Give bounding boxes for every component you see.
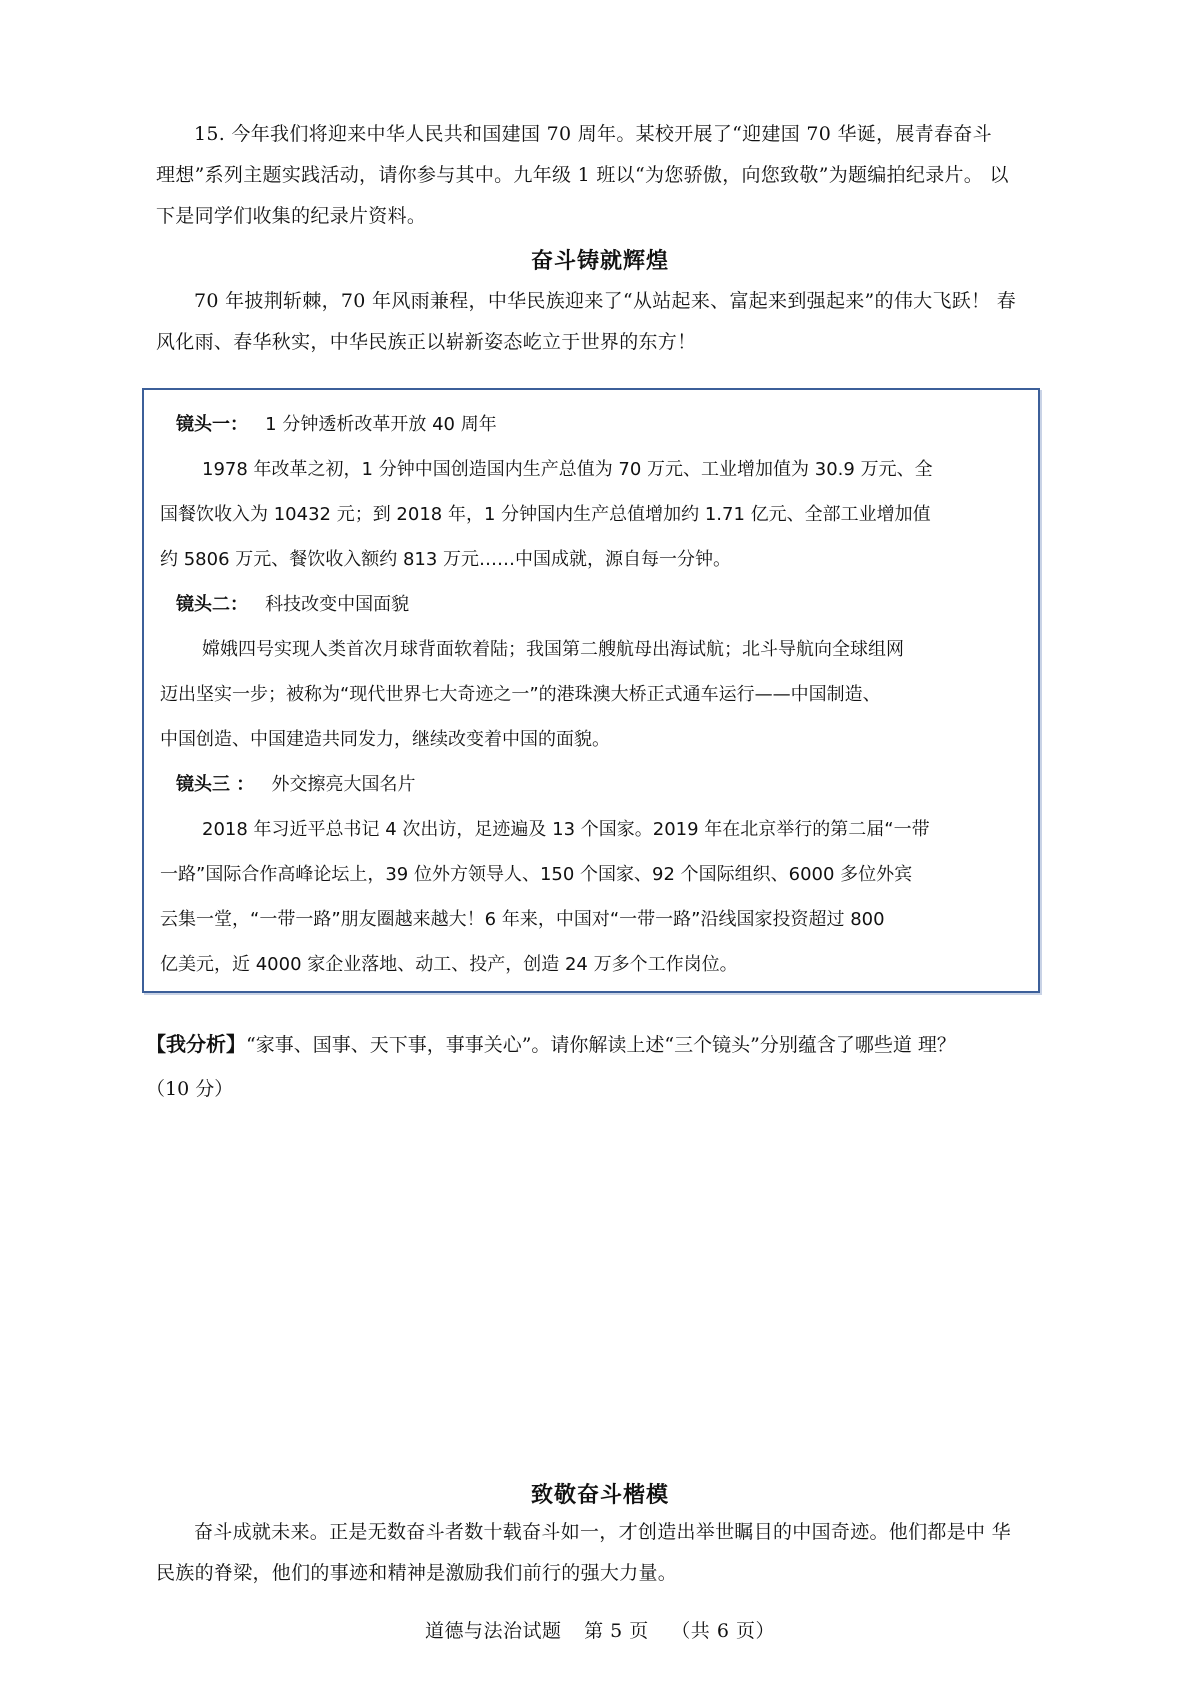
- shot-3-label: 镜头三 ：: [176, 774, 255, 795]
- section-1-line-1: 70 年披荆斩棘，70 年风雨兼程，中华民族迎来了“从站起来、富起来到强起来”的伟大飞跃！ 春: [194, 290, 1017, 312]
- page-footer: [0, 1616, 1200, 1643]
- section-2-line-2: 民族的脊梁，他们的事迹和精神是激励我们前行的强大力量。: [156, 1562, 678, 1584]
- shot-1-line-1: 1978 年改革之初，1 分钟中国创造国内生产总值为 70 万元、工业增加值为 30.9 万元、全: [202, 459, 933, 480]
- shot-1-line-2: 国餐饮收入为 10432 元；到 2018 年，1 分钟国内生产总值增加约 1.71 亿元、全部工业增加值: [160, 504, 931, 525]
- shot-2-title: 科技改变中国面貌: [265, 594, 410, 615]
- analysis-score: （10 分）: [146, 1078, 234, 1100]
- shot-3-title: 外交擦亮大国名片: [271, 774, 416, 795]
- shot-2-line-1: 嫦娥四号实现人类首次月球背面软着陆；我国第二艘航母出海试航；北斗导航向全球组网: [202, 639, 904, 660]
- shot-1-heading: [160, 402, 1030, 447]
- shot-2-line-3: 中国创造、中国建造共同发力，继续改变着中国的面貌。: [160, 729, 610, 750]
- section-title-struggle: 奋斗铸就辉煌: [530, 249, 669, 274]
- question-15-intro: [156, 114, 1076, 237]
- shot-3-line-2: 一路”国际合作高峰论坛上，39 位外方领导人、150 个国家、92 个国际组织、6000 多位外宾: [160, 864, 913, 885]
- shot-2-line-2: 迈出坚实一步；被称为“现代世界七大奇迹之一”的港珠澳大桥正式通车运行——中国制造、: [160, 684, 881, 705]
- shot-2-heading: [160, 582, 1030, 627]
- material-box-content: [160, 402, 1030, 987]
- question-15-line-1: 15. 今年我们将迎来中华人民共和国建国 70 周年。某校开展了“迎建国 70 华诞，展青春奋斗: [194, 123, 992, 145]
- section-2-paragraph: [156, 1512, 1076, 1594]
- shot-1-label: 镜头一：: [176, 414, 248, 435]
- material-box: [142, 388, 1040, 993]
- analysis-question: [146, 1022, 1086, 1111]
- analysis-line-1: [146, 1022, 1086, 1067]
- section-title-role-models: 致敬奋斗楷模: [530, 1483, 669, 1508]
- section-1-paragraph: [156, 281, 1076, 363]
- shot-3-line-1: 2018 年习近平总书记 4 次出访，足迹遍及 13 个国家。2019 年在北京举行的第二届“一带: [202, 819, 930, 840]
- analysis-prompt: “家事、国事、天下事，事事关心”。请你解读上述“三个镜头”分别蕴含了哪些道 理？: [246, 1034, 956, 1056]
- section-2-line-1: 奋斗成就未来。正是无数奋斗者数十载奋斗如一，才创造出举世瞩目的中国奇迹。他们都是中 华: [194, 1521, 1011, 1543]
- section-1-line-2: 风化雨、春华秋实，中华民族正以崭新姿态屹立于世界的东方！: [156, 331, 697, 353]
- shot-3-line-4: 亿美元，近 4000 家企业落地、动工、投产，创造 24 万多个工作岗位。: [160, 954, 738, 975]
- analysis-tag: 【我分析】: [146, 1032, 246, 1056]
- shot-1-line-3: 约 5806 万元、餐饮收入额约 813 万元……中国成就，源自每一分钟。: [160, 549, 732, 570]
- footer-subject: 道德与法治试题: [425, 1620, 562, 1642]
- footer-page-number: 第 5 页: [584, 1620, 649, 1642]
- question-15-line-2: 理想”系列主题实践活动，请你参与其中。九年级 1 班以“为您骄傲，向您致敬”为题编拍纪录片。 以: [156, 164, 1009, 186]
- shot-2-label: 镜头二：: [176, 594, 248, 615]
- shot-3-heading: [160, 762, 1030, 807]
- shot-3-line-3: 云集一堂，“一带一路”朋友圈越来越大！6 年来，中国对“一带一路”沿线国家投资超过 800: [160, 909, 885, 930]
- footer-total-pages: （共 6 页）: [671, 1620, 775, 1642]
- shot-1-title: 1 分钟透析改革开放 40 周年: [265, 414, 497, 435]
- question-15-line-3: 下是同学们收集的纪录片资料。: [156, 205, 427, 227]
